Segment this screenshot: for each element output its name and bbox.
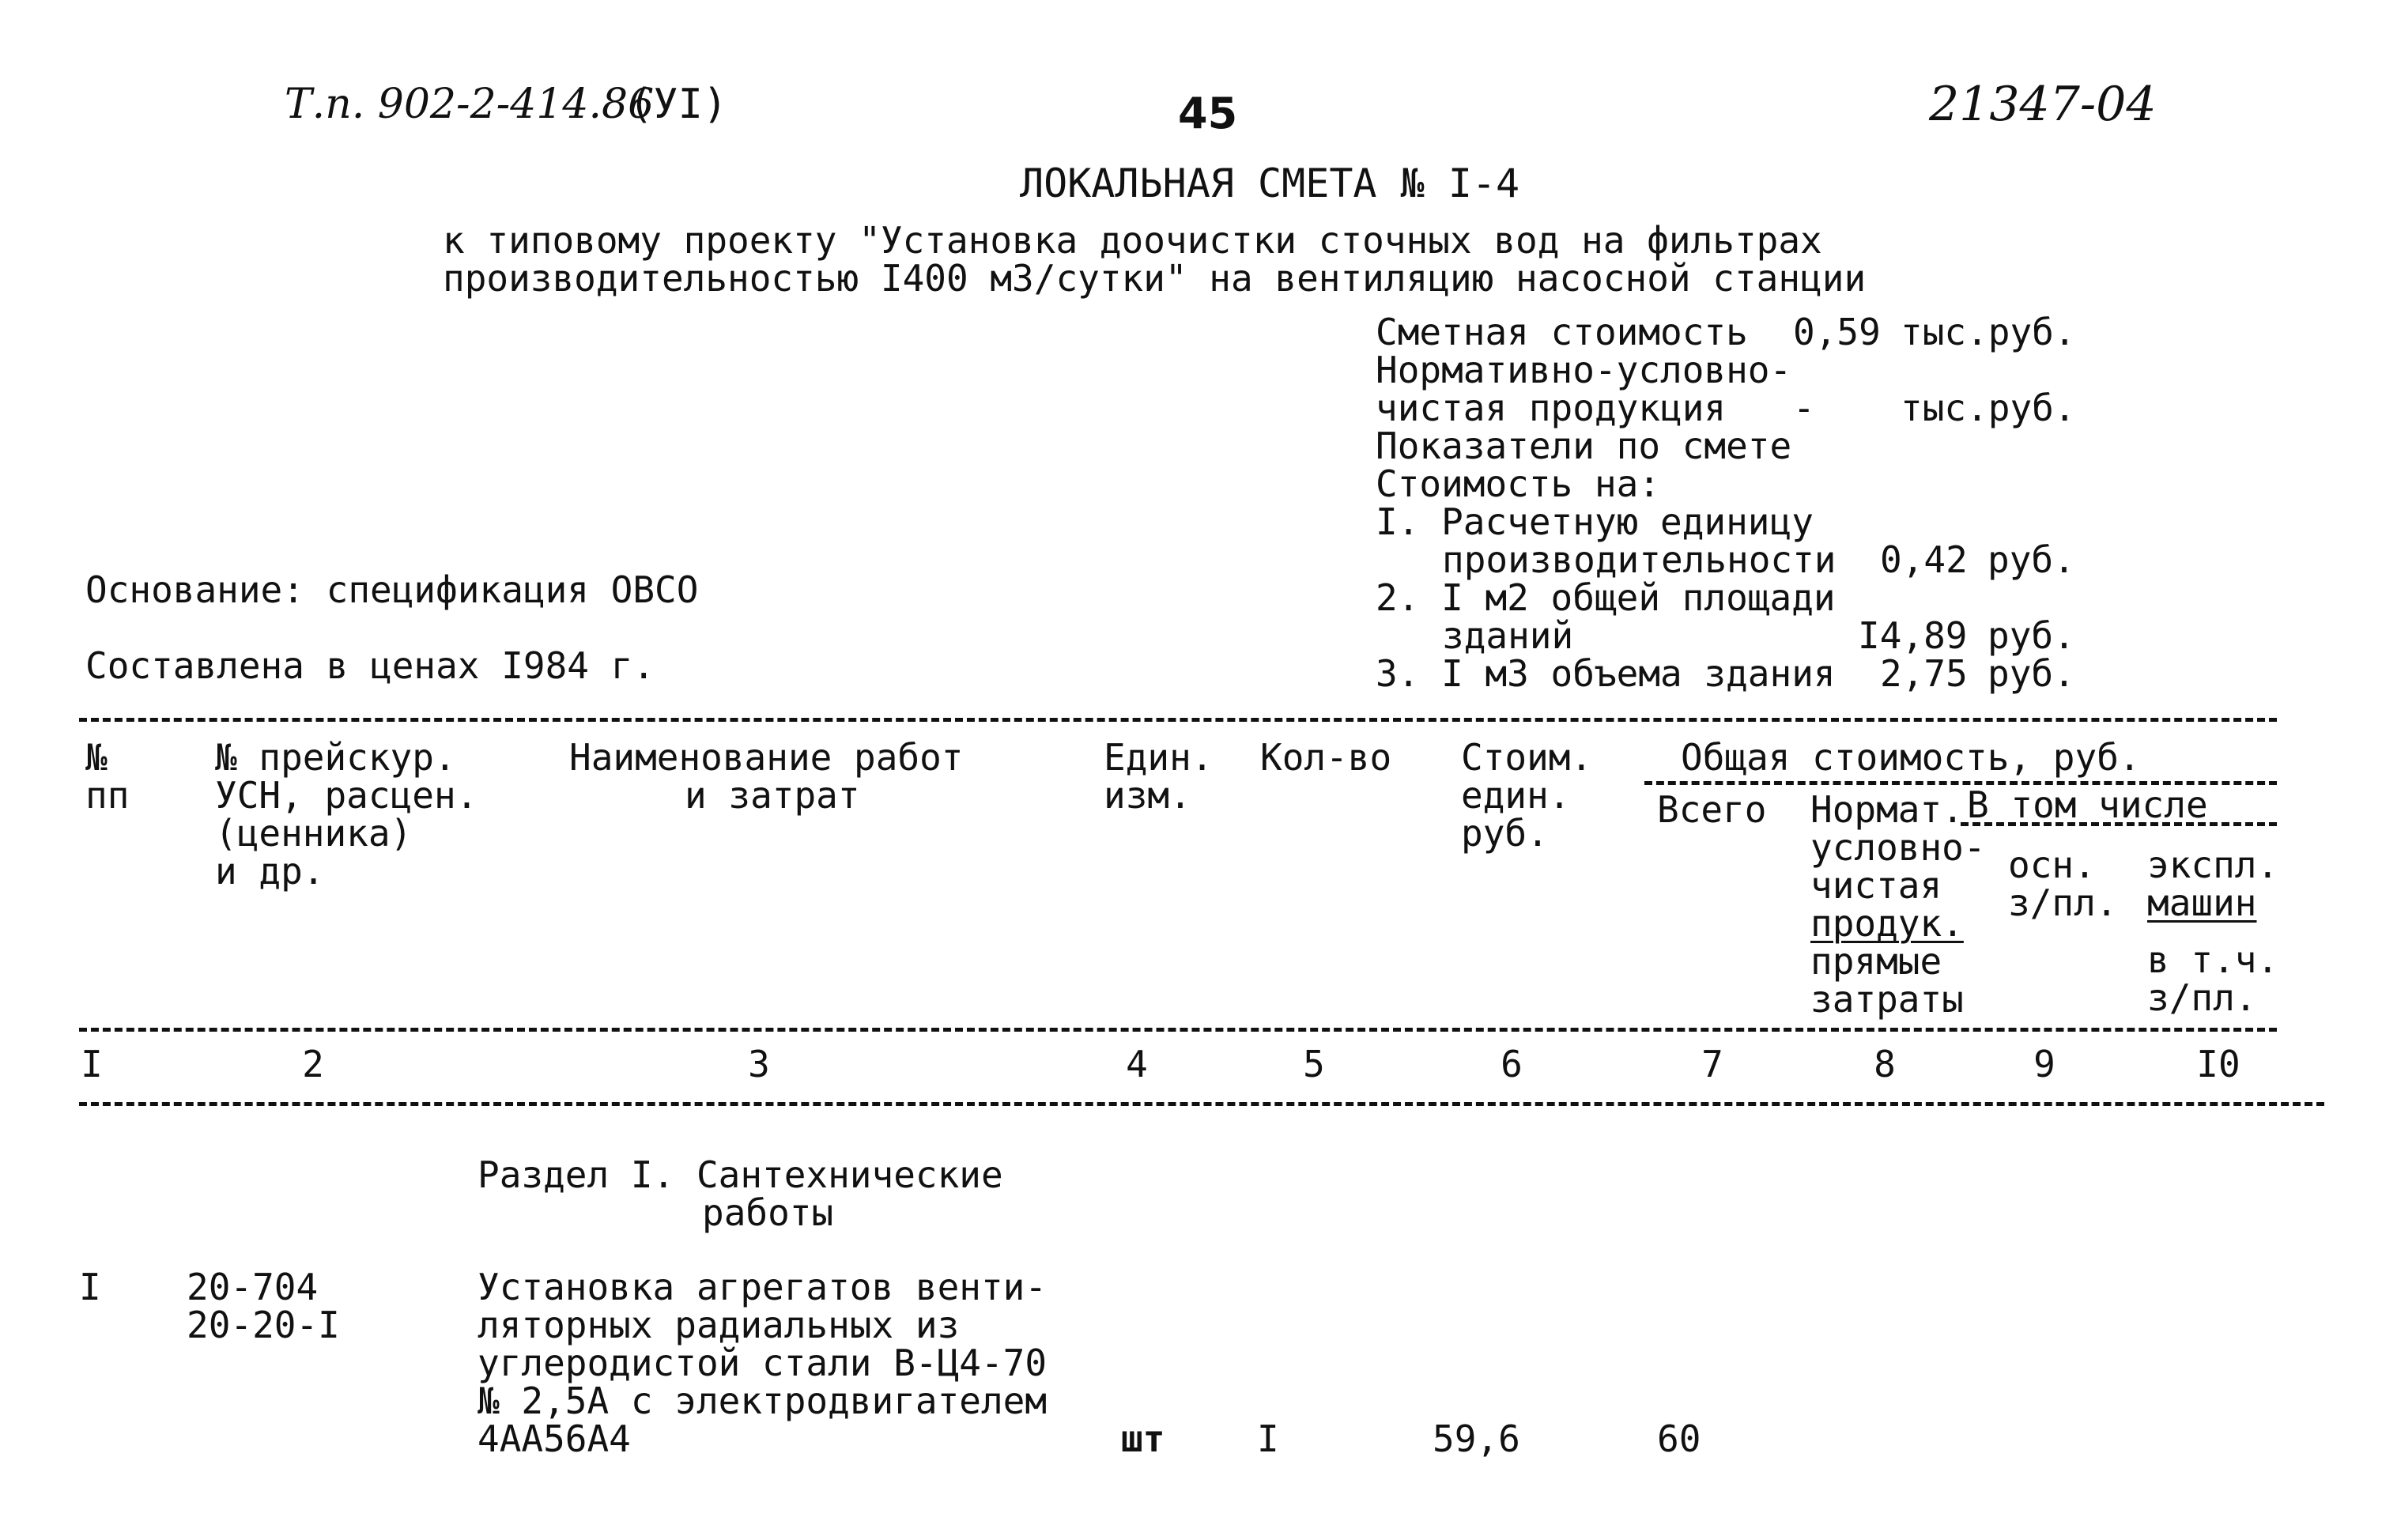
header-bottom-rule xyxy=(79,1028,2277,1032)
cost-label: Сметная стоимость xyxy=(1376,311,1748,353)
estimate-heading: ЛОКАЛЬНАЯ СМЕТА № I-4 xyxy=(1020,160,1520,206)
norm-unit: тыс.руб. xyxy=(1901,387,2076,429)
row-unit-cost: 59,6 xyxy=(1433,1417,1520,1460)
project-code: Т.п. 902-2-414.86 xyxy=(285,81,655,128)
col6-header-l1: Стоим. xyxy=(1461,736,1593,779)
row-name-line5: 4АА56А4 xyxy=(478,1417,631,1460)
col10-header-l4: з/пл. xyxy=(2147,976,2257,1019)
col3-header-l2: и затрат xyxy=(685,774,860,817)
basis-text: Основание: спецификация ОВСО xyxy=(85,568,699,611)
indicator-1-value: 0,42 xyxy=(1880,538,1968,581)
table-top-rule xyxy=(79,718,2277,722)
column-number: I xyxy=(81,1043,103,1085)
row-quantity: I xyxy=(1257,1417,1279,1460)
col4-header-l2: изм. xyxy=(1104,774,1191,817)
col2-header-l3: (ценника) xyxy=(215,812,413,855)
cost-for-label: Стоимость на: xyxy=(1376,462,1661,505)
including-header: В том числе xyxy=(1967,783,2208,826)
indicator-2-unit: руб. xyxy=(1988,614,2075,657)
row-code-line1: 20-704 xyxy=(187,1266,319,1308)
col8-header-l2: условно- xyxy=(1810,826,1986,869)
col7-header: Всего xyxy=(1657,788,1767,831)
col1-header-l2: пп xyxy=(85,774,130,817)
doc-number: 21347-04 xyxy=(1929,77,2157,132)
column-numbers-rule xyxy=(79,1102,2324,1106)
column-number: 4 xyxy=(1126,1043,1148,1085)
indicator-1-unit: руб. xyxy=(1988,538,2075,581)
col4-header-l1: Един. xyxy=(1104,736,1214,779)
col6-header-l2: един. xyxy=(1461,774,1571,817)
col8-header-l5: прямые xyxy=(1810,940,1942,983)
indicator-2-value: I4,89 xyxy=(1858,614,1968,657)
album-number: (УI) xyxy=(629,81,728,128)
col8-header-l1: Нормат. xyxy=(1810,788,1964,831)
section-title-line1: Раздел I. Сантехнические xyxy=(478,1153,1003,1196)
indicator-3-value: 2,75 xyxy=(1880,652,1968,695)
col8-header-l3: чистая xyxy=(1810,864,1942,907)
col3-header-l1: Наименование работ xyxy=(569,736,964,779)
row-name-line3: углеродистой стали В-Ц4-70 xyxy=(478,1342,1048,1384)
estimate-subtitle-line2: производительностью I400 м3/сутки" на вентиляцию насосной станции xyxy=(443,257,1867,300)
col8-header-l4: продук. xyxy=(1810,902,1964,945)
col9-header-l2: з/пл. xyxy=(2008,881,2118,924)
prices-text: Составлена в ценах I984 г. xyxy=(85,644,655,687)
row-number: I xyxy=(79,1266,101,1308)
col2-header-l4: и др. xyxy=(215,850,325,893)
indicator-2-line1: 2. I м2 общей площади xyxy=(1376,576,1836,619)
col2-header-l1: № прейскур. xyxy=(215,736,456,779)
col9-header-l1: осн. xyxy=(2008,844,2096,886)
indicators-label: Показатели по смете xyxy=(1376,425,1792,467)
row-name-line1: Установка агрегатов венти- xyxy=(478,1266,1048,1308)
column-number: 8 xyxy=(1874,1043,1896,1085)
section-title-line2: работы xyxy=(702,1191,834,1234)
col10-header-l1: экспл. xyxy=(2147,844,2279,886)
indicator-1-line1: I. Расчетную единицу xyxy=(1376,500,1814,543)
col1-header-l1: № xyxy=(85,736,108,779)
page-number: 45 xyxy=(1178,89,1238,138)
row-name-line2: ляторных радиальных из xyxy=(478,1304,960,1346)
row-name-line4: № 2,5А с электродвигателем xyxy=(478,1380,1048,1422)
row-unit: шт xyxy=(1121,1417,1165,1460)
norm-label-2: чистая продукция xyxy=(1376,387,1727,429)
column-number: 2 xyxy=(302,1043,324,1085)
cost-value: 0,59 xyxy=(1793,311,1881,353)
column-number: 5 xyxy=(1303,1043,1325,1085)
col10-header-l3: в т.ч. xyxy=(2147,938,2279,981)
column-number: 6 xyxy=(1501,1043,1523,1085)
col10-header-l2: машин xyxy=(2147,881,2257,924)
indicator-3-line1: 3. I м3 объема здания xyxy=(1376,652,1836,695)
cost-unit: тыс.руб. xyxy=(1901,311,2076,353)
indicator-1-line2: производительности xyxy=(1442,538,1837,581)
indicator-2-line2: зданий xyxy=(1442,614,1574,657)
total-cost-header: Общая стоимость, руб. xyxy=(1681,736,2141,779)
row-code-line2: 20-20-I xyxy=(187,1304,340,1346)
norm-value: - xyxy=(1793,387,1815,429)
col2-header-l2: УСН, расцен. xyxy=(215,774,478,817)
column-number: 7 xyxy=(1701,1043,1723,1085)
estimate-subtitle-line1: к типовому проекту "Установка доочистки сточных вод на фильтрах xyxy=(443,219,1822,262)
indicator-3-unit: руб. xyxy=(1988,652,2075,695)
row-total: 60 xyxy=(1657,1417,1701,1460)
norm-label-1: Нормативно-условно- xyxy=(1376,349,1792,391)
col5-header: Кол-во xyxy=(1260,736,1392,779)
column-number: 9 xyxy=(2033,1043,2055,1085)
column-number: 3 xyxy=(748,1043,770,1085)
col6-header-l3: руб. xyxy=(1461,812,1549,855)
col8-header-l6: затраты xyxy=(1810,978,1964,1021)
column-number: I0 xyxy=(2196,1043,2240,1085)
